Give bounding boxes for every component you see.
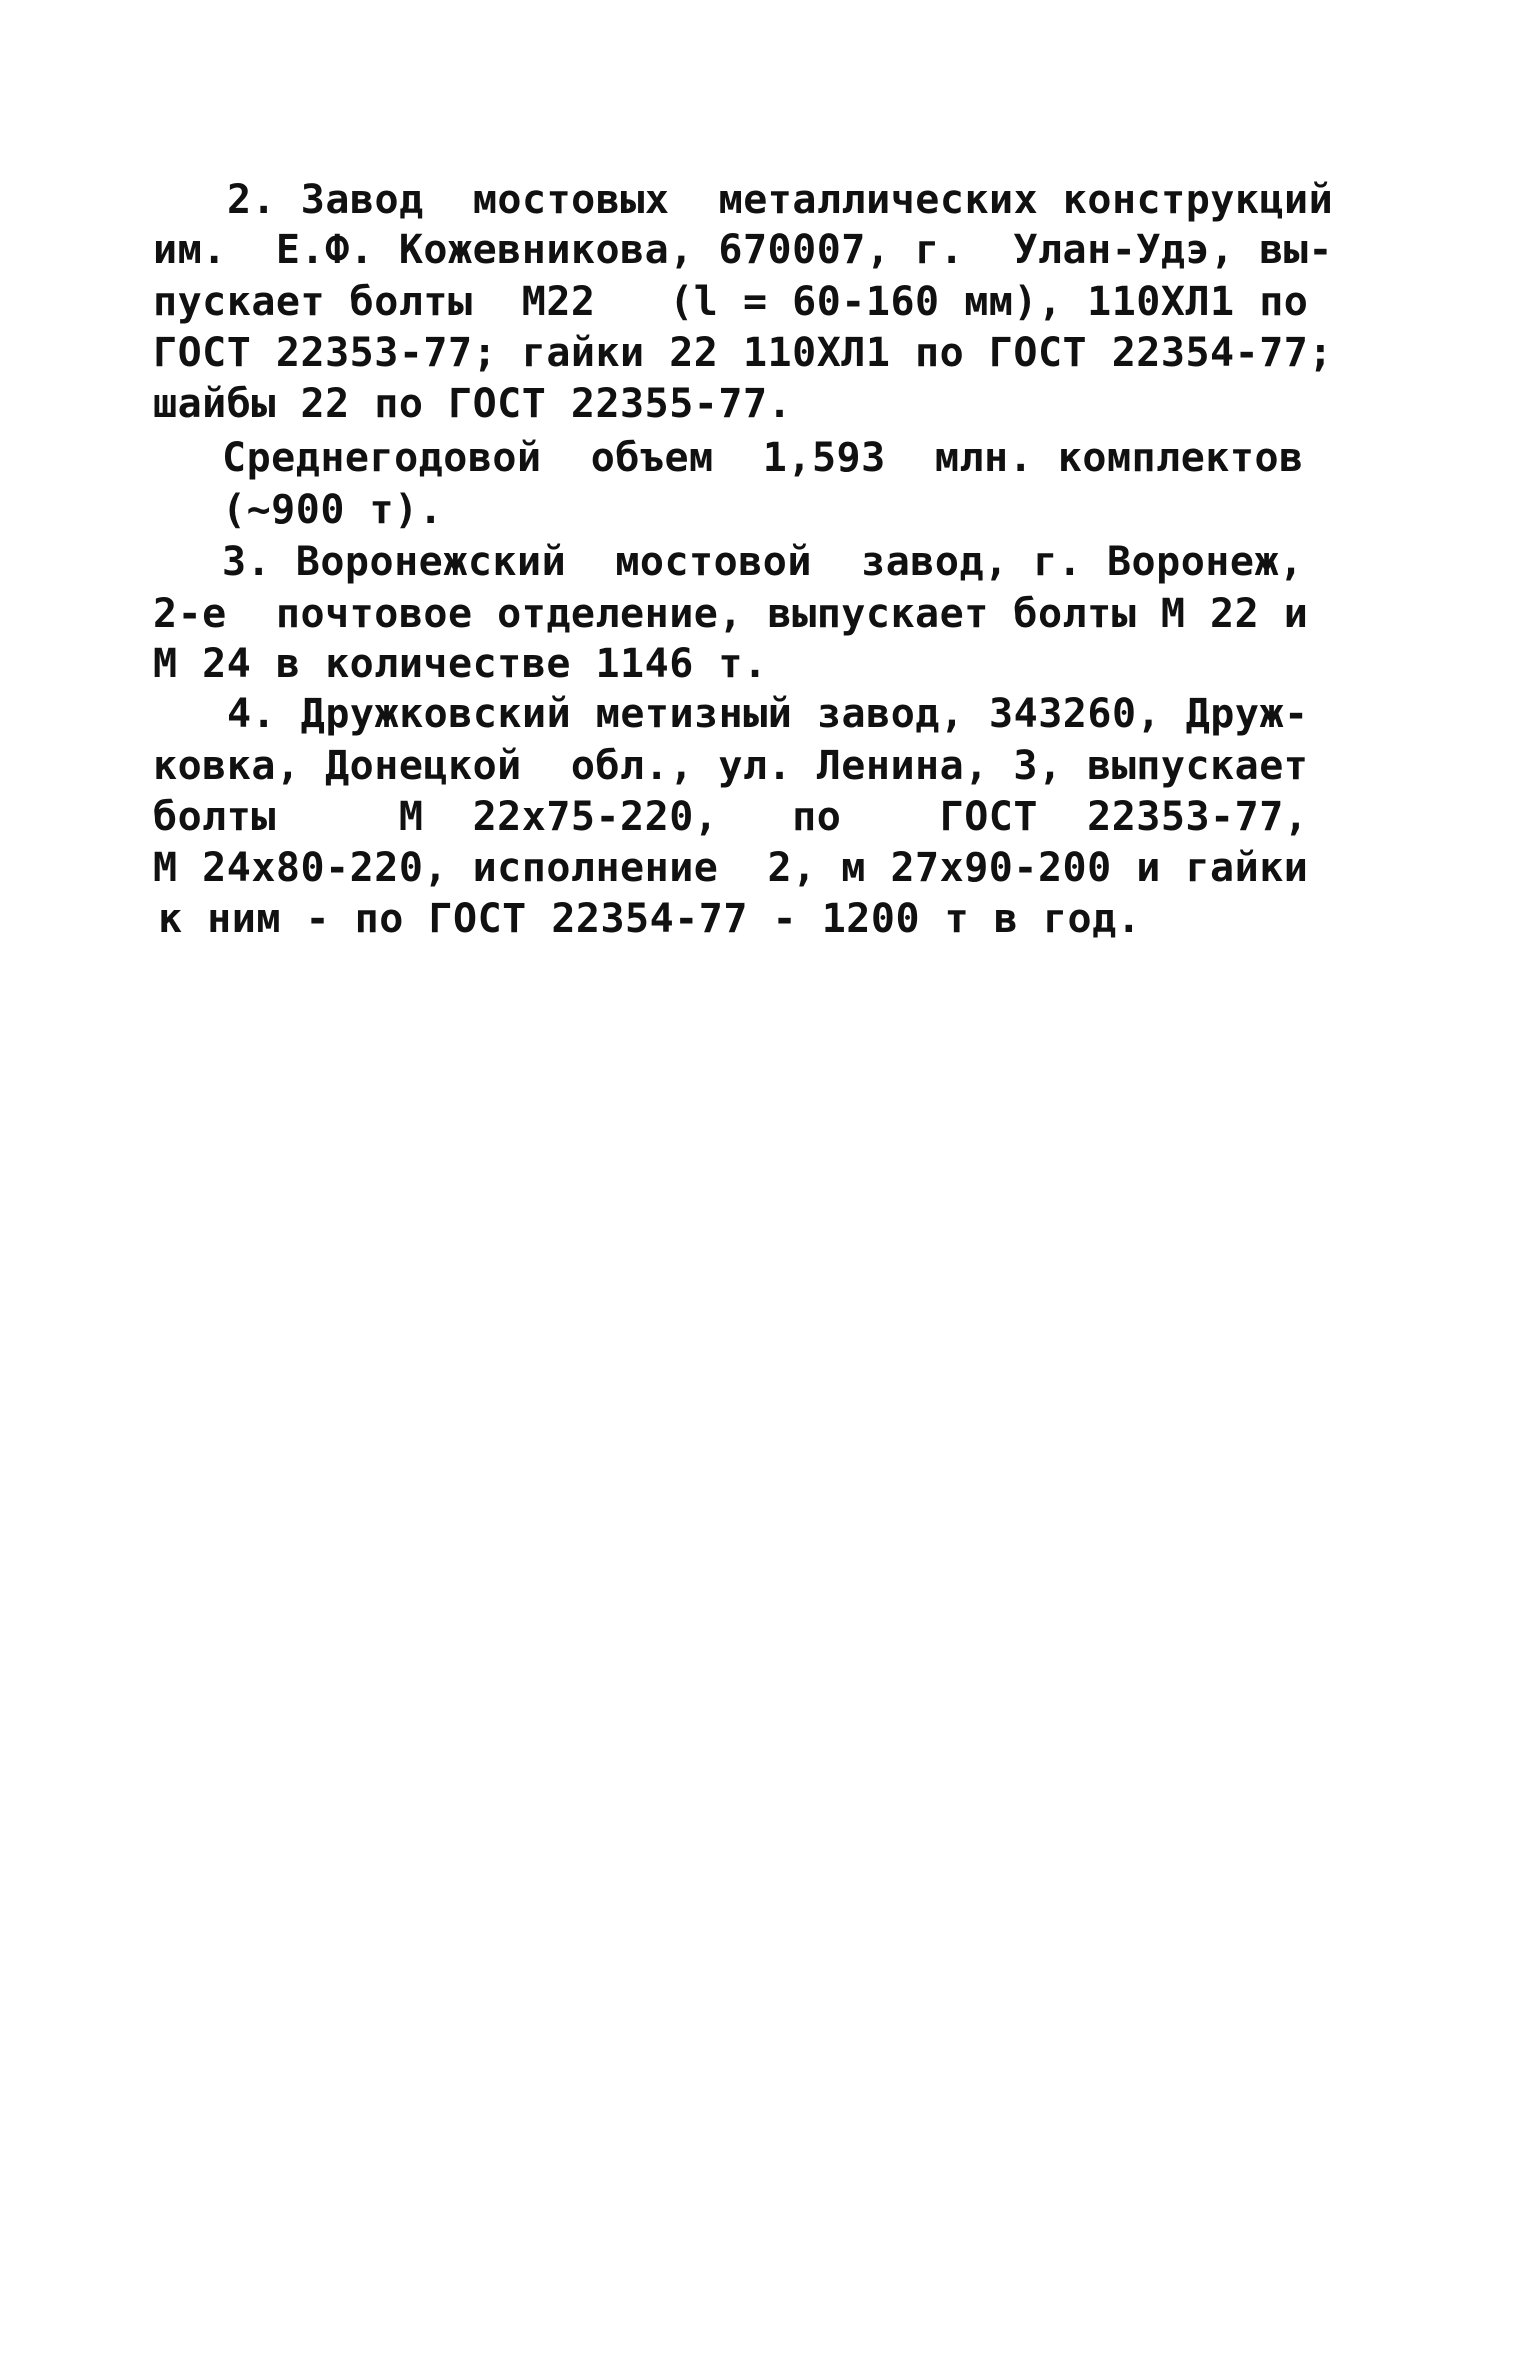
text-line: (~900 т). bbox=[222, 487, 444, 533]
text-line: Среднегодовой объем 1,593 млн. комплектов bbox=[222, 435, 1304, 481]
text-line: 2. Завод мостовых металлических конструкций bbox=[227, 177, 1334, 223]
text-line: пускает болты М22 (l = 60-160 мм), 110ХЛ1 по bbox=[153, 279, 1309, 325]
text-line: ковка, Донецкой обл., ул. Ленина, 3, выпускает bbox=[153, 743, 1309, 789]
text-line: М 24х80-220, исполнение 2, м 27х90-200 и гайки bbox=[153, 845, 1309, 891]
text-line: шайбы 22 по ГОСТ 22355-77. bbox=[153, 381, 793, 427]
text-line: болты М 22х75-220, по ГОСТ 22353-77, bbox=[153, 794, 1309, 840]
text-line: 2-е почтовое отделение, выпускает болты М 22 и bbox=[153, 591, 1309, 637]
text-line: ГОСТ 22353-77; гайки 22 110ХЛ1 по ГОСТ 22354-77; bbox=[153, 330, 1333, 376]
text-line: к ним - по ГОСТ 22354-77 - 1200 т в год. bbox=[158, 896, 1142, 942]
text-line: М 24 в количестве 1146 т. bbox=[153, 641, 768, 687]
text-line: 3. Воронежский мостовой завод, г. Воронеж, bbox=[222, 539, 1304, 585]
text-line: им. Е.Ф. Кожевникова, 670007, г. Улан-Удэ, вы- bbox=[153, 227, 1333, 273]
text-line: 4. Дружковский метизный завод, 343260, Друж- bbox=[227, 691, 1309, 737]
